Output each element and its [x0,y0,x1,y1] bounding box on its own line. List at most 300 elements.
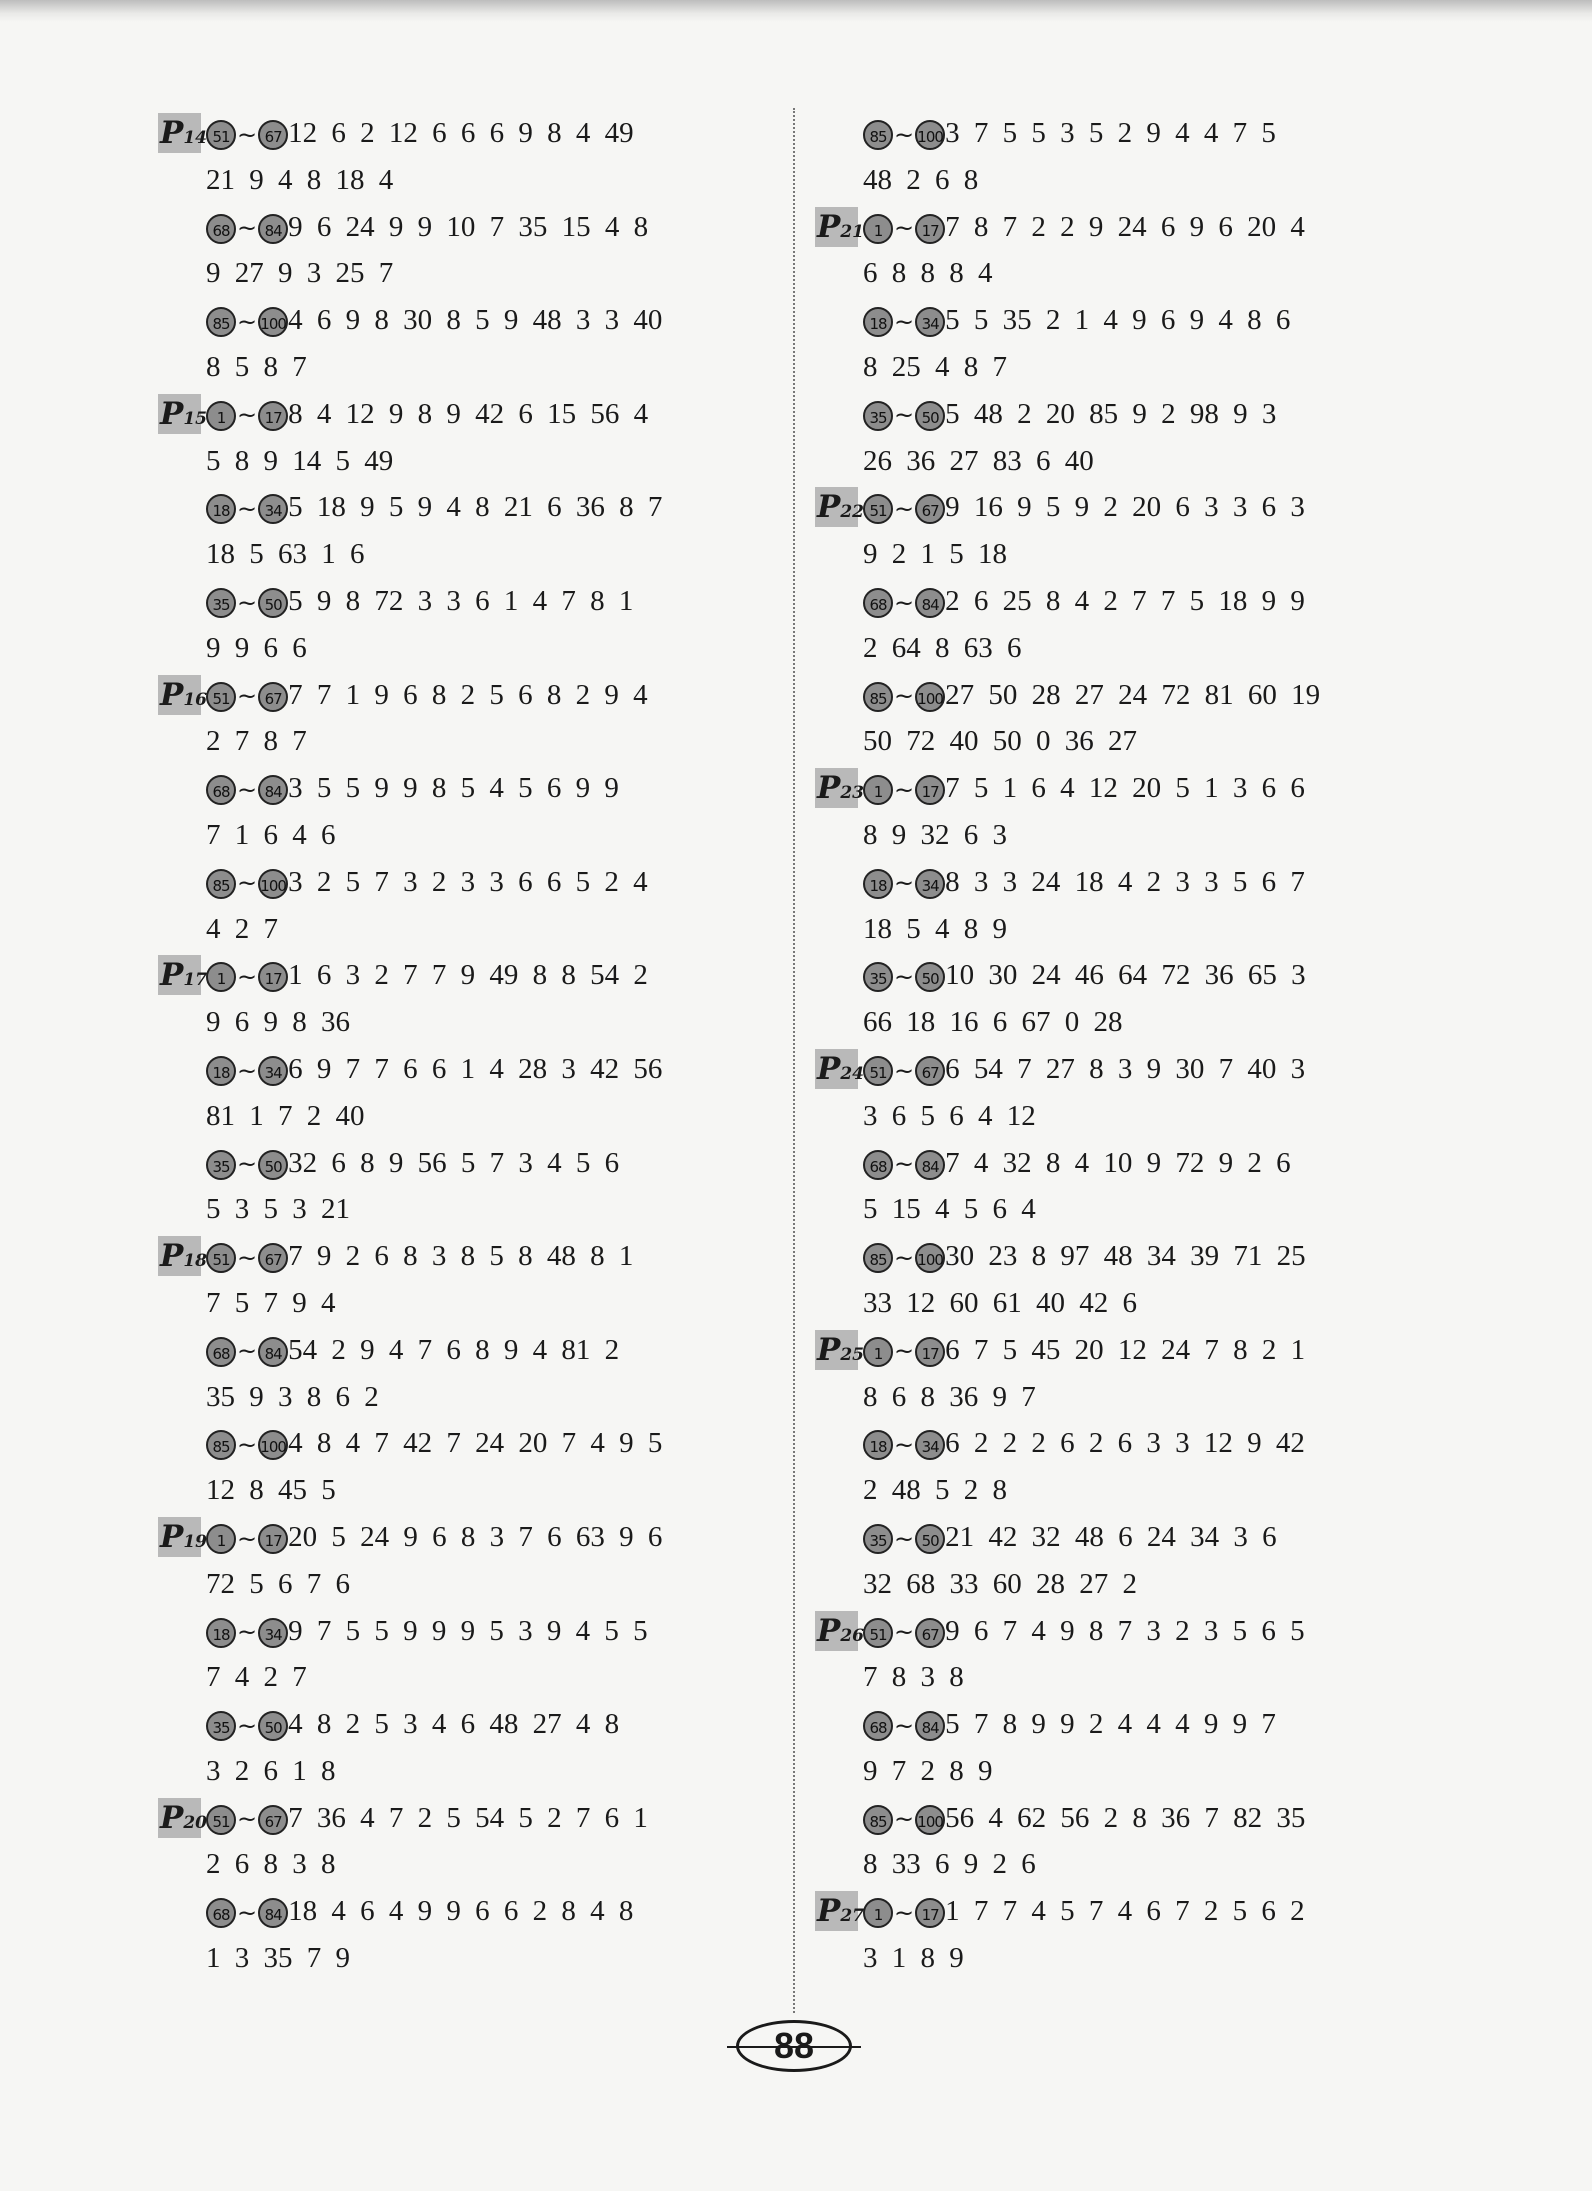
question-range: 35 ~ 50 [863,392,945,439]
page-block [158,952,778,1233]
answer-line [206,438,778,485]
answer-line [863,344,1435,391]
answer-numbers: 72 5 6 7 6 [206,1567,350,1600]
question-range: 51 ~ 67 [206,1796,288,1843]
range-end-circled: 100 [258,1430,288,1460]
range-end-circled: 100 [915,1243,945,1273]
page-label: P21 [817,208,864,245]
range-end-circled: 50 [915,401,945,431]
question-range: 51 ~ 67 [206,673,288,720]
question-range-group [206,1327,778,1421]
answer-numbers: 9 6 7 4 9 8 7 3 2 3 5 6 5 [945,1614,1305,1647]
question-range: 1 ~ 17 [863,205,945,252]
answer-line [206,1046,778,1093]
answer-line [863,1608,1435,1655]
answer-numbers: 6 8 8 8 4 [863,257,993,290]
question-range-group [863,765,1435,859]
question-range-group [863,1420,1435,1514]
question-range: 1 ~ 17 [863,1328,945,1375]
range-start-circled: 35 [863,962,893,992]
answer-numbers: 18 5 63 1 6 [206,538,365,571]
answer-numbers: 8 25 4 8 7 [863,350,1007,383]
answer-numbers: 9 6 24 9 9 10 7 35 15 4 8 [288,210,649,243]
question-range-group [206,1514,778,1608]
answer-numbers: 30 23 8 97 48 34 39 71 25 [945,1240,1306,1273]
question-range-group [206,110,778,204]
answer-line [206,765,778,812]
answer-numbers: 7 5 7 9 4 [206,1286,336,1319]
range-end-circled: 34 [258,1618,288,1648]
answer-line [863,1093,1435,1140]
range-start-circled: 51 [206,1805,236,1835]
range-start-circled: 18 [863,307,893,337]
range-end-circled: 34 [258,1056,288,1086]
answer-line [206,1280,778,1327]
range-end-circled: 67 [258,120,288,150]
range-end-circled: 67 [915,1056,945,1086]
range-end-circled: 17 [258,962,288,992]
answer-numbers: 7 5 1 6 4 12 20 5 1 3 6 6 [945,772,1305,805]
question-range-group [206,1233,778,1327]
page-label-number: 14 [183,128,207,148]
question-range: 85 ~ 100 [863,1234,945,1281]
question-range-group [863,484,1435,578]
answer-line [206,1514,778,1561]
range-start-circled: 35 [863,1524,893,1554]
answer-line [206,1561,778,1608]
range-start-circled: 85 [863,1243,893,1273]
question-range-group [863,110,1435,204]
question-range: 1 ~ 17 [863,1889,945,1936]
question-range: 51 ~ 67 [863,1609,945,1656]
page-label: P25 [817,1331,864,1368]
answer-numbers: 8 5 8 7 [206,350,307,383]
answer-line [863,999,1435,1046]
answer-line [206,531,778,578]
answer-line [206,1467,778,1514]
answer-line [206,1420,778,1467]
question-range-group [206,1795,778,1889]
answer-numbers: 35 9 3 8 6 2 [206,1380,379,1413]
answer-line [206,1748,778,1795]
answer-numbers: 3 6 5 6 4 12 [863,1099,1036,1132]
answer-line [863,110,1435,157]
answer-numbers: 7 8 3 8 [863,1661,964,1694]
range-start-circled: 1 [206,1524,236,1554]
range-start-circled: 1 [206,401,236,431]
page-block [158,1514,778,1795]
page-block [158,1233,778,1514]
question-range: 18 ~ 34 [206,485,288,532]
answer-numbers: 18 4 6 4 9 9 6 6 2 8 4 8 [288,1895,634,1928]
answer-line [863,812,1435,859]
answer-line [206,1888,778,1935]
answer-line [206,250,778,297]
answer-numbers: 6 2 2 2 6 2 6 3 3 12 9 42 [945,1427,1305,1460]
range-end-circled: 50 [915,1524,945,1554]
answer-line [206,1935,778,1982]
answer-line [206,391,778,438]
question-range-group [863,1514,1435,1608]
range-end-circled: 100 [258,307,288,337]
answer-line [863,1795,1435,1842]
question-range-group [863,1795,1435,1889]
answer-line [206,859,778,906]
answer-line [863,1420,1435,1467]
answer-numbers: 9 16 9 5 9 2 20 6 3 3 6 3 [945,491,1305,524]
answer-numbers: 3 2 6 1 8 [206,1754,336,1787]
question-range: 85 ~ 100 [206,298,288,345]
answer-numbers: 8 33 6 9 2 6 [863,1848,1036,1881]
answer-line [206,1186,778,1233]
answer-numbers: 4 8 4 7 42 7 24 20 7 4 9 5 [288,1427,663,1460]
question-range: 35 ~ 50 [206,1702,288,1749]
range-start-circled: 51 [206,682,236,712]
answer-line [863,1888,1435,1935]
page-label-number: 27 [840,1906,864,1927]
answer-line [863,297,1435,344]
question-range-group [863,1140,1435,1234]
answer-line [206,672,778,719]
page-label: P23 [817,770,864,807]
question-range-group [206,1046,778,1140]
answer-line [863,1514,1435,1561]
question-range: 68 ~ 84 [206,1889,288,1936]
page-label-number: 20 [183,1812,207,1833]
question-range-group [206,1420,778,1514]
question-range: 35 ~ 50 [863,1515,945,1562]
range-end-circled: 100 [915,682,945,712]
page-block [815,1608,1435,1889]
answer-line [206,157,778,204]
question-range: 1 ~ 17 [206,1515,288,1562]
question-range: 51 ~ 67 [206,111,288,158]
page-block [815,765,1435,1046]
answer-column-left [158,110,778,1982]
page-label-number: 15 [183,408,207,429]
answer-numbers: 5 15 4 5 6 4 [863,1193,1036,1226]
column-divider [793,108,795,2013]
answer-numbers: 2 64 8 63 6 [863,631,1022,664]
range-end-circled: 50 [915,962,945,992]
range-end-circled: 100 [258,869,288,899]
question-range: 85 ~ 100 [863,673,945,720]
question-range-group [206,204,778,298]
answer-numbers: 8 4 12 9 8 9 42 6 15 56 4 [288,397,649,430]
answer-numbers: 12 8 45 5 [206,1474,336,1507]
answer-line [863,531,1435,578]
answer-numbers: 50 72 40 50 0 36 27 [863,725,1137,758]
range-end-circled: 17 [915,1337,945,1367]
page-label: P27 [817,1893,864,1930]
range-end-circled: 84 [258,1337,288,1367]
answer-numbers: 9 9 6 6 [206,631,307,664]
answer-numbers: 21 42 32 48 6 24 34 3 6 [945,1520,1277,1553]
answer-numbers: 6 54 7 27 8 3 9 30 7 40 3 [945,1052,1306,1085]
answer-line [863,1140,1435,1187]
answer-numbers: 2 7 8 7 [206,725,307,758]
question-range-group [863,672,1435,766]
question-range: 85 ~ 100 [206,1421,288,1468]
range-start-circled: 85 [863,120,893,150]
answer-numbers: 2 6 8 3 8 [206,1848,336,1881]
question-range: 1 ~ 17 [206,392,288,439]
range-end-circled: 50 [258,1150,288,1180]
range-end-circled: 84 [915,1150,945,1180]
question-range: 18 ~ 34 [863,298,945,345]
range-end-circled: 17 [915,1898,945,1928]
question-range-group [206,859,778,953]
question-range-group [206,672,778,766]
page-block [815,204,1435,485]
answer-line [863,204,1435,251]
range-end-circled: 84 [258,775,288,805]
page-label-number: 18 [183,1251,207,1272]
answer-line [863,718,1435,765]
answer-line [206,110,778,157]
answer-numbers: 9 7 2 8 9 [863,1754,993,1787]
range-start-circled: 68 [863,1150,893,1180]
question-range-group [863,1888,1435,1982]
answer-line [206,718,778,765]
answer-numbers: 5 7 8 9 9 2 4 4 4 9 9 7 [945,1708,1276,1741]
scan-top-edge [0,0,1592,22]
page-label: P16 [160,676,207,713]
range-end-circled: 17 [258,1524,288,1554]
question-range-group [863,859,1435,953]
question-range: 35 ~ 50 [863,953,945,1000]
answer-numbers: 2 6 25 8 4 2 7 7 5 18 9 9 [945,584,1305,617]
answer-line [863,1841,1435,1888]
answer-numbers: 26 36 27 83 6 40 [863,444,1094,477]
answer-numbers: 56 4 62 56 2 8 36 7 82 35 [945,1801,1306,1834]
question-range-group [863,952,1435,1046]
answer-numbers: 48 2 6 8 [863,163,979,196]
range-start-circled: 51 [863,1056,893,1086]
answer-line [206,1701,778,1748]
page-label: P20 [160,1799,207,1836]
answer-line [206,484,778,531]
range-end-circled: 84 [915,588,945,618]
answer-numbers: 54 2 9 4 7 6 8 9 4 81 2 [288,1333,620,1366]
page-block [815,1888,1435,1982]
answer-numbers: 18 5 4 8 9 [863,912,1007,945]
question-range: 85 ~ 100 [863,1796,945,1843]
question-range: 1 ~ 17 [863,766,945,813]
question-range-group [206,765,778,859]
answer-line [863,578,1435,625]
answer-numbers: 3 2 5 7 3 2 3 3 6 6 5 2 4 [288,865,648,898]
range-end-circled: 17 [915,775,945,805]
answer-line [863,765,1435,812]
question-range: 1 ~ 17 [206,953,288,1000]
range-end-circled: 67 [258,1243,288,1273]
range-start-circled: 18 [863,1430,893,1460]
answer-numbers: 5 8 9 14 5 49 [206,444,394,477]
answer-line [206,297,778,344]
answer-numbers: 10 30 24 46 64 72 36 65 3 [945,959,1306,992]
question-range-group [863,297,1435,391]
answer-line [863,1701,1435,1748]
range-end-circled: 50 [258,1711,288,1741]
answer-line [863,952,1435,999]
question-range: 68 ~ 84 [863,1702,945,1749]
answer-line [863,1327,1435,1374]
answer-numbers: 7 9 2 6 8 3 8 5 8 48 8 1 [288,1240,634,1273]
range-start-circled: 85 [206,1430,236,1460]
question-range-group [863,1233,1435,1327]
page-label-number: 22 [840,502,864,523]
page-label-number: 16 [183,689,207,710]
question-range: 35 ~ 50 [206,1141,288,1188]
range-start-circled: 35 [206,588,236,618]
question-range-group [206,484,778,578]
page-block [815,1327,1435,1608]
answer-line [863,906,1435,953]
answer-line [206,906,778,953]
question-range: 68 ~ 84 [863,1141,945,1188]
range-end-circled: 17 [915,214,945,244]
answer-numbers: 6 7 5 45 20 12 24 7 8 2 1 [945,1333,1306,1366]
page-block [815,110,1435,204]
answer-numbers: 4 8 2 5 3 4 6 48 27 4 8 [288,1708,620,1741]
answer-numbers: 81 1 7 2 40 [206,1099,365,1132]
answer-column-right [815,110,1435,1982]
answer-numbers: 5 9 8 72 3 3 6 1 4 7 8 1 [288,584,634,617]
question-range-group [206,1608,778,1702]
question-range: 18 ~ 34 [206,1047,288,1094]
range-end-circled: 34 [915,869,945,899]
range-start-circled: 51 [863,1618,893,1648]
range-end-circled: 84 [258,1898,288,1928]
question-range-group [863,1701,1435,1795]
range-end-circled: 67 [258,1805,288,1835]
answer-line [863,391,1435,438]
answer-line [206,1374,778,1421]
answer-numbers: 7 4 32 8 4 10 9 72 9 2 6 [945,1146,1291,1179]
range-start-circled: 35 [206,1150,236,1180]
answer-numbers: 1 7 7 4 5 7 4 6 7 2 5 6 2 [945,1895,1305,1928]
range-start-circled: 68 [206,1337,236,1367]
range-start-circled: 68 [863,1711,893,1741]
range-start-circled: 85 [206,869,236,899]
page-label: P18 [160,1238,207,1275]
answer-line [206,1841,778,1888]
answer-line [863,1467,1435,1514]
range-start-circled: 51 [206,1243,236,1273]
range-end-circled: 67 [915,494,945,524]
answer-line [863,1748,1435,1795]
answer-numbers: 9 7 5 5 9 9 9 5 3 9 4 5 5 [288,1614,648,1647]
page-label: P22 [817,489,864,526]
answer-line [206,1327,778,1374]
answer-numbers: 21 9 4 8 18 4 [206,163,394,196]
question-range-group [206,1140,778,1234]
range-start-circled: 18 [206,1618,236,1648]
question-range-group [863,1608,1435,1702]
question-range: 51 ~ 67 [206,1234,288,1281]
answer-line [863,1561,1435,1608]
range-start-circled: 1 [863,214,893,244]
page-label-number: 23 [840,783,864,804]
question-range: 68 ~ 84 [863,579,945,626]
answer-line [206,1654,778,1701]
answer-line [863,1935,1435,1982]
answer-numbers: 8 9 32 6 3 [863,818,1007,851]
answer-numbers: 27 50 28 27 24 72 81 60 19 [945,678,1321,711]
answer-numbers: 32 68 33 60 28 27 2 [863,1567,1137,1600]
answer-line [206,1140,778,1187]
question-range: 18 ~ 34 [206,1609,288,1656]
range-end-circled: 84 [915,1711,945,1741]
answer-numbers: 5 18 9 5 9 4 8 21 6 36 8 7 [288,491,663,524]
range-start-circled: 85 [863,1805,893,1835]
page-block [158,672,778,953]
answer-numbers: 33 12 60 61 40 42 6 [863,1286,1137,1319]
range-end-circled: 100 [915,120,945,150]
question-range-group [206,297,778,391]
answer-line [206,1608,778,1655]
page-block [815,484,1435,765]
question-range-group [206,1888,778,1982]
range-start-circled: 1 [206,962,236,992]
range-end-circled: 67 [258,682,288,712]
range-start-circled: 1 [863,1898,893,1928]
answer-numbers: 5 5 35 2 1 4 9 6 9 4 8 6 [945,304,1291,337]
range-start-circled: 68 [863,588,893,618]
answer-line [206,204,778,251]
answer-numbers: 8 3 3 24 18 4 2 3 3 5 6 7 [945,865,1305,898]
question-range-group [863,578,1435,672]
question-range-group [206,578,778,672]
page-label-number: 21 [840,221,864,242]
range-start-circled: 18 [206,494,236,524]
question-range-group [206,391,778,485]
range-start-circled: 51 [206,120,236,150]
range-start-circled: 68 [206,214,236,244]
range-end-circled: 34 [915,1430,945,1460]
answer-line [863,1374,1435,1421]
answer-numbers: 3 5 5 9 9 8 5 4 5 6 9 9 [288,772,619,805]
question-range-group [206,952,778,1046]
answer-numbers: 66 18 16 6 67 0 28 [863,1006,1123,1039]
answer-line [863,1280,1435,1327]
answer-line [206,1233,778,1280]
answer-numbers: 3 1 8 9 [863,1942,964,1975]
page-label-number: 19 [183,1531,207,1552]
range-end-circled: 34 [915,307,945,337]
answer-numbers: 20 5 24 9 6 8 3 7 6 63 9 6 [288,1520,663,1553]
answer-numbers: 12 6 2 12 6 6 6 9 8 4 49 [288,117,634,149]
question-range-group [863,204,1435,298]
answer-line [863,625,1435,672]
question-range-group [206,1701,778,1795]
range-end-circled: 50 [258,588,288,618]
range-start-circled: 18 [206,1056,236,1086]
answer-line [206,625,778,672]
answer-numbers: 9 27 9 3 25 7 [206,257,394,290]
page-block [815,1046,1435,1327]
answer-line [863,1186,1435,1233]
answer-line [863,1046,1435,1093]
answer-line [863,859,1435,906]
question-range: 18 ~ 34 [863,860,945,907]
answer-numbers: 7 7 1 9 6 8 2 5 6 8 2 9 4 [288,678,648,711]
answer-numbers: 9 6 9 8 36 [206,1006,350,1039]
question-range-group [863,391,1435,485]
answer-line [863,1654,1435,1701]
answer-numbers: 4 6 9 8 30 8 5 9 48 3 3 40 [288,304,663,337]
